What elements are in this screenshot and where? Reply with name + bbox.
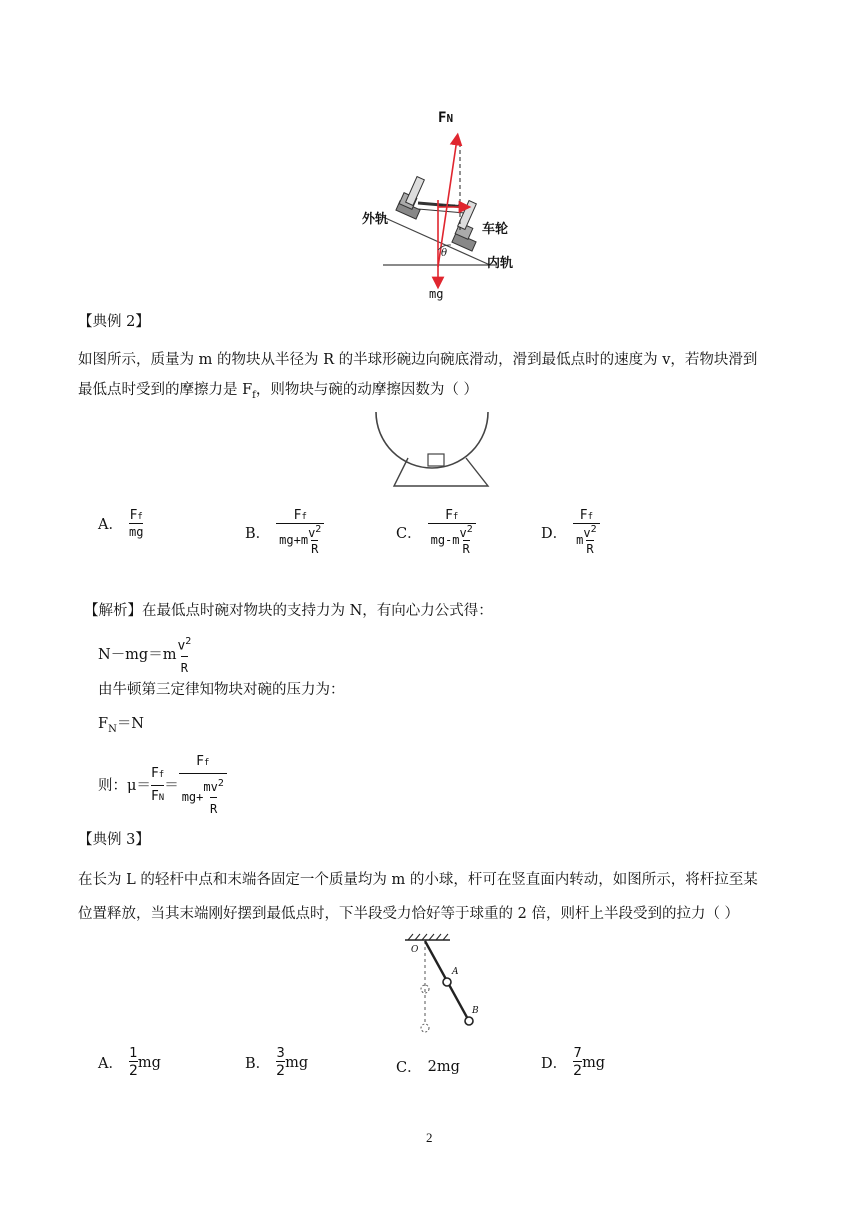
example2-line2: 最低点时受到的摩擦力是 $F_f$，则物块与碗的动摩擦因数为（ ） (78, 382, 478, 401)
ex3-option-d[interactable]: D． $\frac{7}{2}$ mg (541, 1046, 606, 1079)
example3-heading: 【典例 3】 (78, 832, 150, 848)
page-number: 2 (426, 1130, 433, 1145)
ex3-option-a[interactable]: A． $\frac{1}{2}$ mg (98, 1046, 161, 1079)
label-b: B (472, 1006, 479, 1016)
ex3-option-c[interactable]: C． 2mg (396, 1058, 460, 1076)
example3-line1: 在长为 L 的轻杆中点和末端各固定一个质量均为 m 的小球，杆可在竖直面内转动，如图所示，将杆拉至某 (78, 872, 758, 888)
newton-line: 由牛顿第三定律知物块对碗的压力为： (98, 682, 345, 698)
inner-rail-label: 内轨 (487, 256, 514, 271)
ball-b (465, 1017, 473, 1025)
ex2-option-c[interactable]: C． Ff mg-m $\frac{v^2}{R}$ (396, 508, 476, 556)
outer-rail-shape (396, 177, 424, 219)
ex2-option-d[interactable]: D． Ff m $\frac{v^2}{R}$ (541, 508, 600, 556)
equation-1: N－mg＝m $\frac{v^2}{R}$ (98, 632, 191, 678)
example3-line2: 位置释放，当其末端刚好摆到最低点时，下半段受力恰好等于球重的 2 倍，则杆上半段受到的拉力（ ） (78, 906, 740, 922)
theta-label: θ (441, 248, 448, 259)
block (428, 454, 444, 466)
analysis-line: 【解析】在最低点时碗对物块的支持力为 N，有向心力公式得： (84, 603, 493, 619)
ex3-option-b[interactable]: B． $\frac{3}{2}$ mg (245, 1046, 309, 1079)
bowl-figure (370, 410, 495, 490)
wheel-label: 车轮 (482, 222, 509, 237)
mu-equation: 则：μ＝ $\frac{Ff}{FN}$ ＝ Ff mg+ $\frac{mv^2}{R}$ (98, 752, 227, 819)
outer-rail-label: 外轨 (362, 212, 389, 227)
fn-equation: $F_N=N$ (98, 716, 144, 735)
example2-line1: 如图所示，质量为 m 的物块从半径为 R 的半球形碗边向碗底滑动，滑到最低点时的速度为 v，若物块滑到 (78, 352, 758, 368)
example2-heading: 【典例 2】 (78, 314, 150, 330)
banked-track-figure (325, 105, 535, 305)
ex2-option-a[interactable]: A． $\frac{Ff}{mg}$ (98, 508, 144, 539)
label-a: A (452, 967, 459, 977)
ex2-option-b[interactable]: B． Ff mg+m $\frac{v^2}{R}$ (245, 508, 324, 556)
fn-label: FN (438, 110, 454, 126)
ball-a (443, 978, 451, 986)
label-o: O (411, 945, 419, 955)
mg-label: mg (429, 287, 444, 301)
